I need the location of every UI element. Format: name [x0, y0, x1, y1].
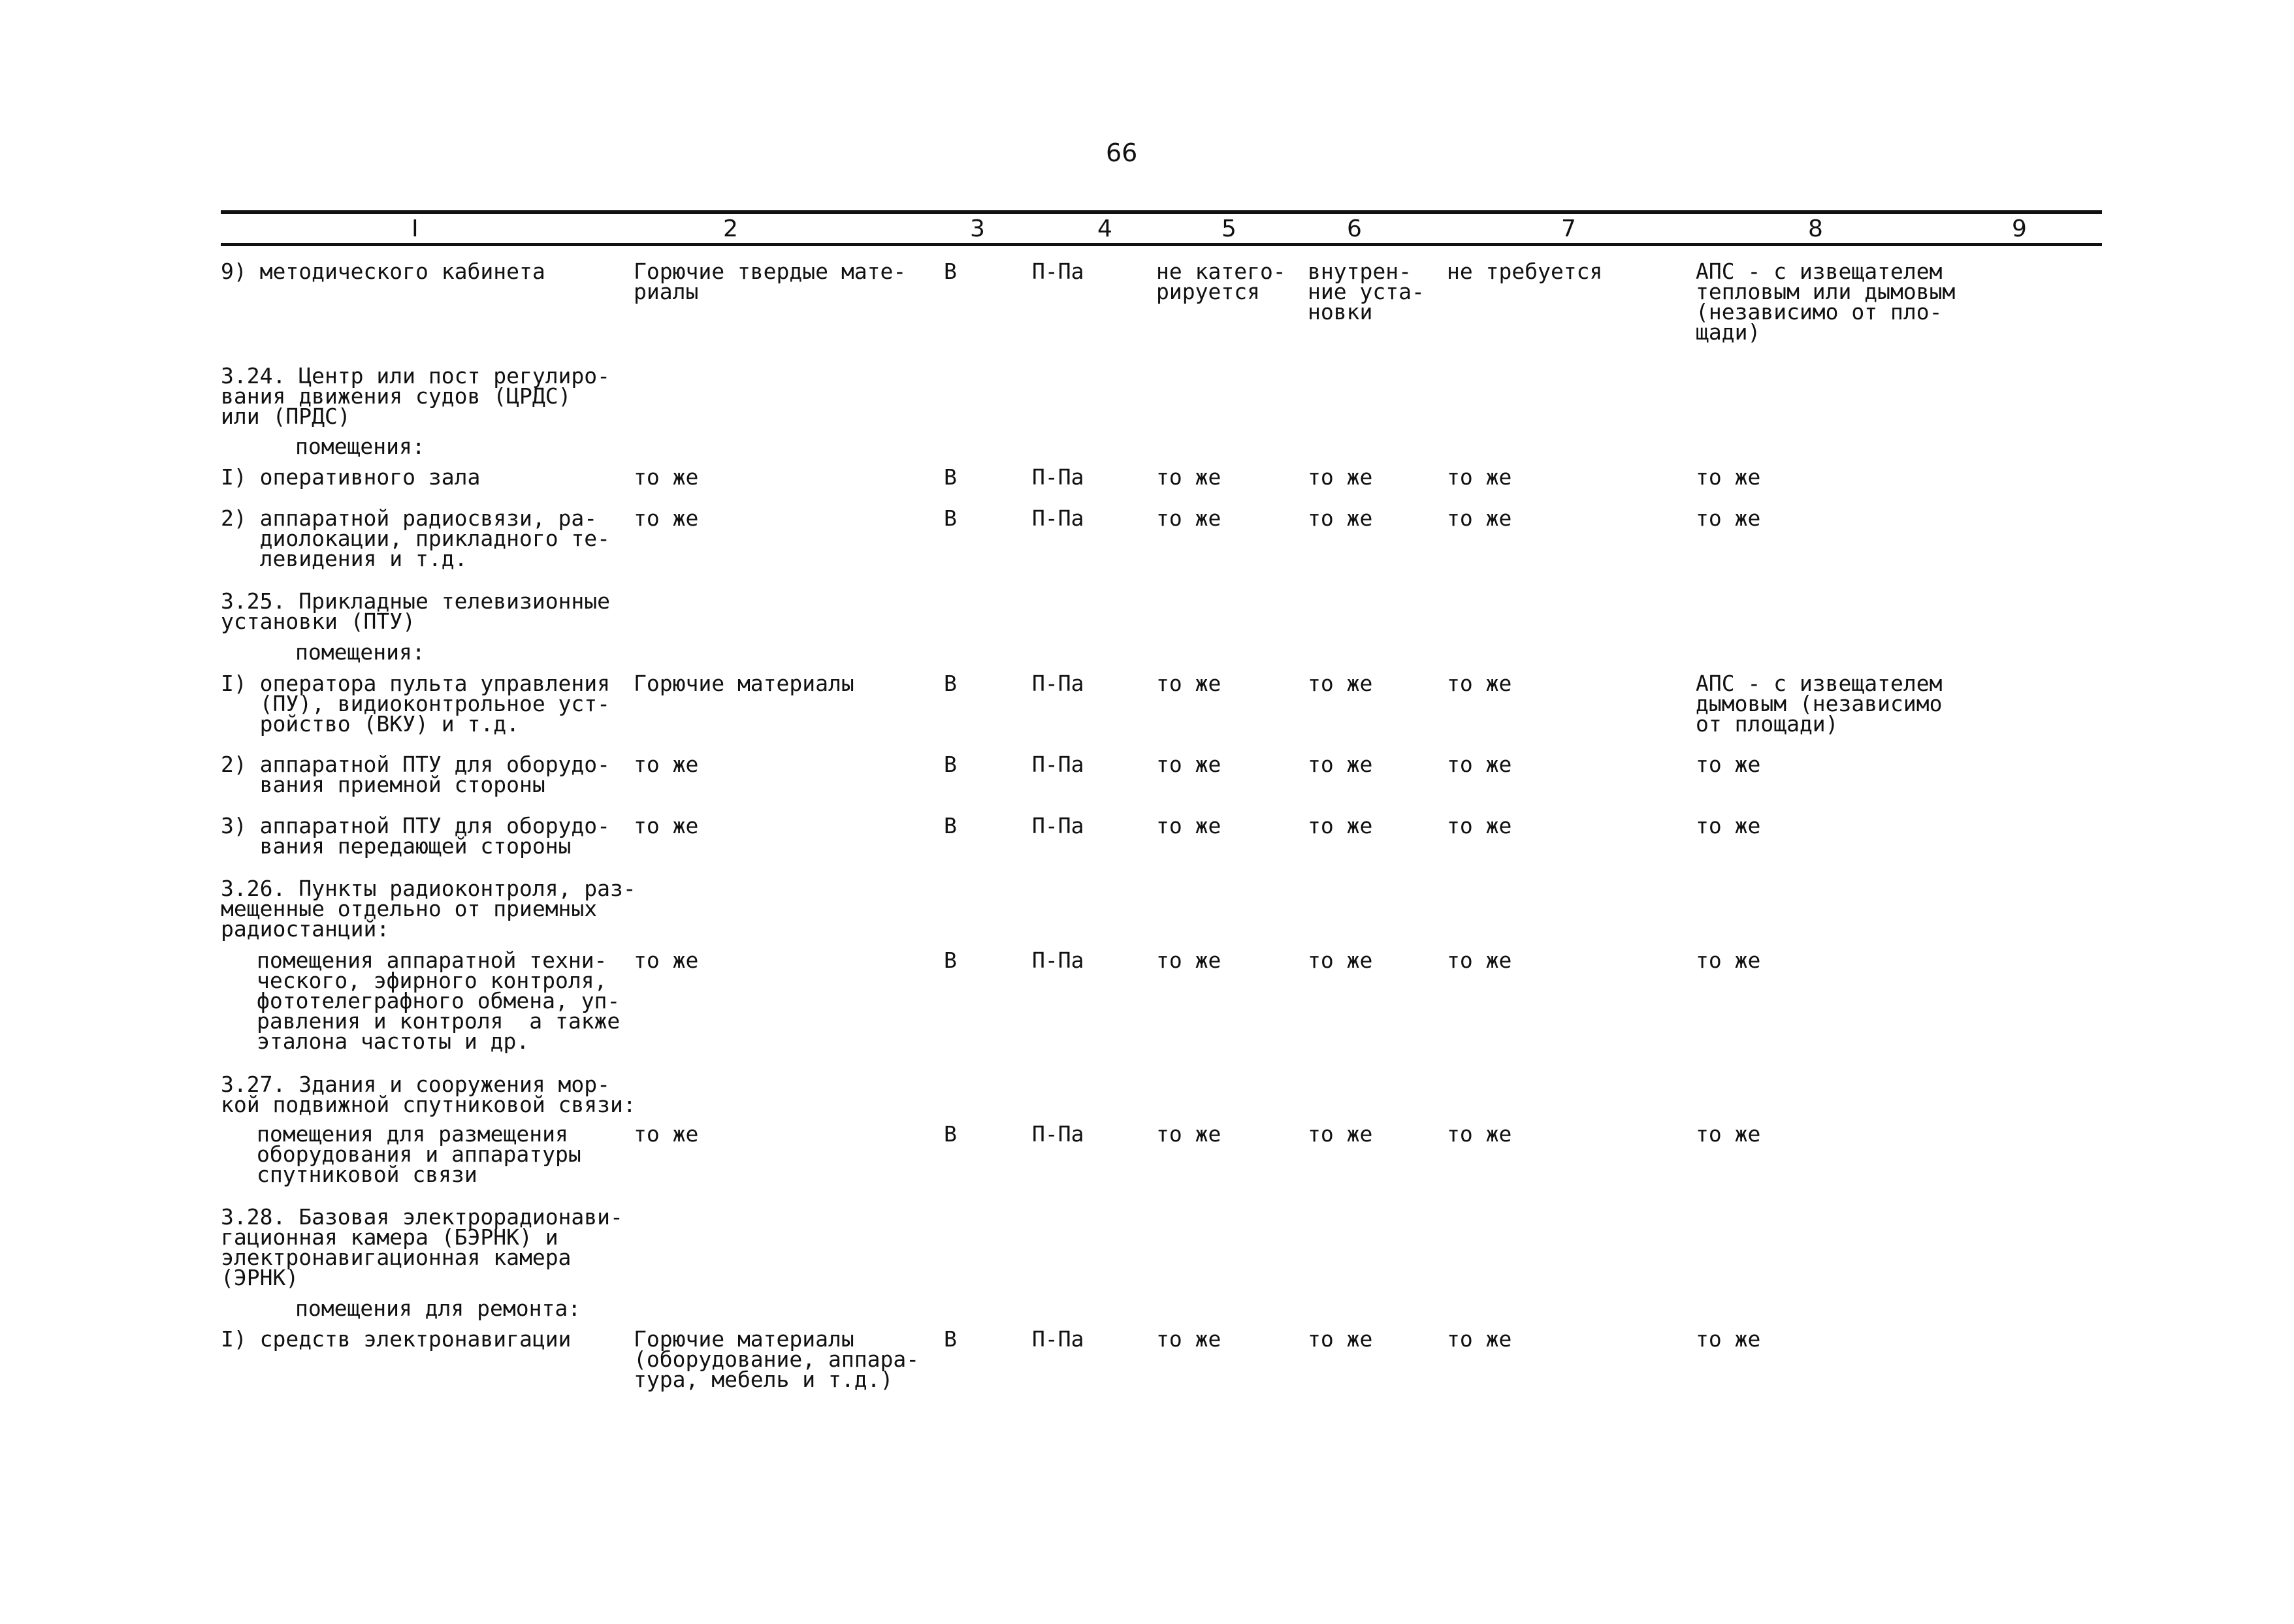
- col6-value: то же: [1308, 1326, 1373, 1352]
- col8-value: то же: [1696, 752, 1761, 777]
- room-name: I) средств электронавигации: [221, 1326, 572, 1352]
- col5-value: то же: [1156, 813, 1221, 838]
- col8-value: то же: [1696, 947, 1761, 973]
- room-name: 9) методического кабинета: [221, 259, 545, 284]
- col7-value: не требуется: [1447, 259, 1603, 284]
- section-heading-3-25: 3.25. Прикладные телевизионные установки (ПТУ): [221, 588, 611, 634]
- col7-value: то же: [1447, 947, 1512, 973]
- col7-value: то же: [1447, 1326, 1512, 1352]
- category: В: [944, 947, 957, 973]
- column-number-2: 2: [723, 215, 738, 242]
- section-heading-3-27: 3.27. Здания и сооружения мор- кой подвижной спутниковой связи:: [221, 1072, 636, 1117]
- materials: то же: [634, 813, 699, 838]
- table-top-rule: [221, 210, 2102, 214]
- col8-value: АПС - с извещателем тепловым или дымовым (независимо от пло- щади): [1696, 259, 1956, 345]
- category: В: [944, 1121, 957, 1147]
- col6-value: то же: [1308, 752, 1373, 777]
- room-name: 2) аппаратной ПТУ для оборудо- вания приемной стороны: [221, 752, 611, 797]
- col6-value: то же: [1308, 1121, 1373, 1147]
- fire-resistance: П-Па: [1032, 259, 1084, 284]
- col5-value: то же: [1156, 671, 1221, 696]
- col5-value: то же: [1156, 752, 1221, 777]
- category: В: [944, 1326, 957, 1352]
- materials: то же: [634, 752, 699, 777]
- col5-value: не катего- рируется: [1156, 259, 1286, 304]
- fire-resistance: П-Па: [1032, 947, 1084, 973]
- category: В: [944, 505, 957, 531]
- fire-resistance: П-Па: [1032, 671, 1084, 696]
- col7-value: то же: [1447, 1121, 1512, 1147]
- category: В: [944, 464, 957, 490]
- col5-value: то же: [1156, 464, 1221, 490]
- column-number-8: 8: [1808, 215, 1823, 242]
- column-number-5: 5: [1221, 215, 1236, 242]
- col5-value: то же: [1156, 947, 1221, 973]
- category: В: [944, 752, 957, 777]
- col5-value: то же: [1156, 505, 1221, 531]
- col6-value: то же: [1308, 464, 1373, 490]
- col8-value: то же: [1696, 813, 1761, 838]
- room-name: помещения для размещения оборудования и аппаратуры спутниковой связи: [257, 1121, 581, 1187]
- materials: Горючие материалы (оборудование, аппара- тура, мебель и т.д.): [634, 1326, 920, 1392]
- room-name: 3) аппаратной ПТУ для оборудо- вания передающей стороны: [221, 813, 611, 859]
- col6-value: то же: [1308, 671, 1373, 696]
- room-name: I) оперативного зала: [221, 464, 481, 490]
- column-number-3: 3: [970, 215, 985, 242]
- col6-value: внутрен- ние уста- новки: [1308, 259, 1425, 325]
- col7-value: то же: [1447, 505, 1512, 531]
- materials: Горючие твердые мате- риалы: [634, 259, 907, 304]
- fire-resistance: П-Па: [1032, 464, 1084, 490]
- column-number-4: 4: [1097, 215, 1112, 242]
- fire-resistance: П-Па: [1032, 505, 1084, 531]
- section-subheading: помещения:: [295, 639, 425, 665]
- column-number-7: 7: [1561, 215, 1576, 242]
- category: В: [944, 671, 957, 696]
- room-name: помещения аппаратной техни- ческого, эфирного контроля, фототелеграфного обмена, уп- равления и контроля а также эталона частоты и др.: [257, 947, 621, 1054]
- col8-value: АПС - с извещателем дымовым (независимо от площади): [1696, 671, 1943, 737]
- col8-value: то же: [1696, 464, 1761, 490]
- materials: Горючие материалы: [634, 671, 854, 696]
- col5-value: то же: [1156, 1121, 1221, 1147]
- section-subheading: помещения для ремонта:: [295, 1296, 581, 1321]
- col8-value: то же: [1696, 1121, 1761, 1147]
- col8-value: то же: [1696, 1326, 1761, 1352]
- section-heading-3-28: 3.28. Базовая электрорадионави- гационная камера (БЭРНК) и электронавигационная камера (ЭРНК): [221, 1204, 623, 1290]
- col7-value: то же: [1447, 671, 1512, 696]
- room-name: I) оператора пульта управления (ПУ), видиоконтрольное уст- ройство (ВКУ) и т.д.: [221, 671, 611, 737]
- col6-value: то же: [1308, 947, 1373, 973]
- col6-value: то же: [1308, 505, 1373, 531]
- section-heading-3-24: 3.24. Центр или пост регулиро- вания движения судов (ЦРДС) или (ПРДС): [221, 363, 611, 429]
- column-number-1: I: [412, 215, 419, 242]
- materials: то же: [634, 464, 699, 490]
- col7-value: то же: [1447, 752, 1512, 777]
- table-header-rule: [221, 243, 2102, 246]
- col5-value: то же: [1156, 1326, 1221, 1352]
- col8-value: то же: [1696, 505, 1761, 531]
- column-number-6: 6: [1347, 215, 1362, 242]
- fire-resistance: П-Па: [1032, 813, 1084, 838]
- materials: то же: [634, 505, 699, 531]
- section-heading-3-26: 3.26. Пункты радиоконтроля, раз- мещенные отдельно от приемных радиостанций:: [221, 876, 636, 942]
- col7-value: то же: [1447, 464, 1512, 490]
- section-subheading: помещения:: [295, 434, 425, 459]
- col6-value: то же: [1308, 813, 1373, 838]
- category: В: [944, 813, 957, 838]
- materials: то же: [634, 947, 699, 973]
- column-number-9: 9: [2012, 215, 2027, 242]
- page-number: 66: [1106, 138, 1138, 167]
- materials: то же: [634, 1121, 699, 1147]
- fire-resistance: П-Па: [1032, 1121, 1084, 1147]
- fire-resistance: П-Па: [1032, 1326, 1084, 1352]
- fire-resistance: П-Па: [1032, 752, 1084, 777]
- col7-value: то же: [1447, 813, 1512, 838]
- category: В: [944, 259, 957, 284]
- room-name: 2) аппаратной радиосвязи, ра- диолокации, прикладного те- левидения и т.д.: [221, 505, 611, 571]
